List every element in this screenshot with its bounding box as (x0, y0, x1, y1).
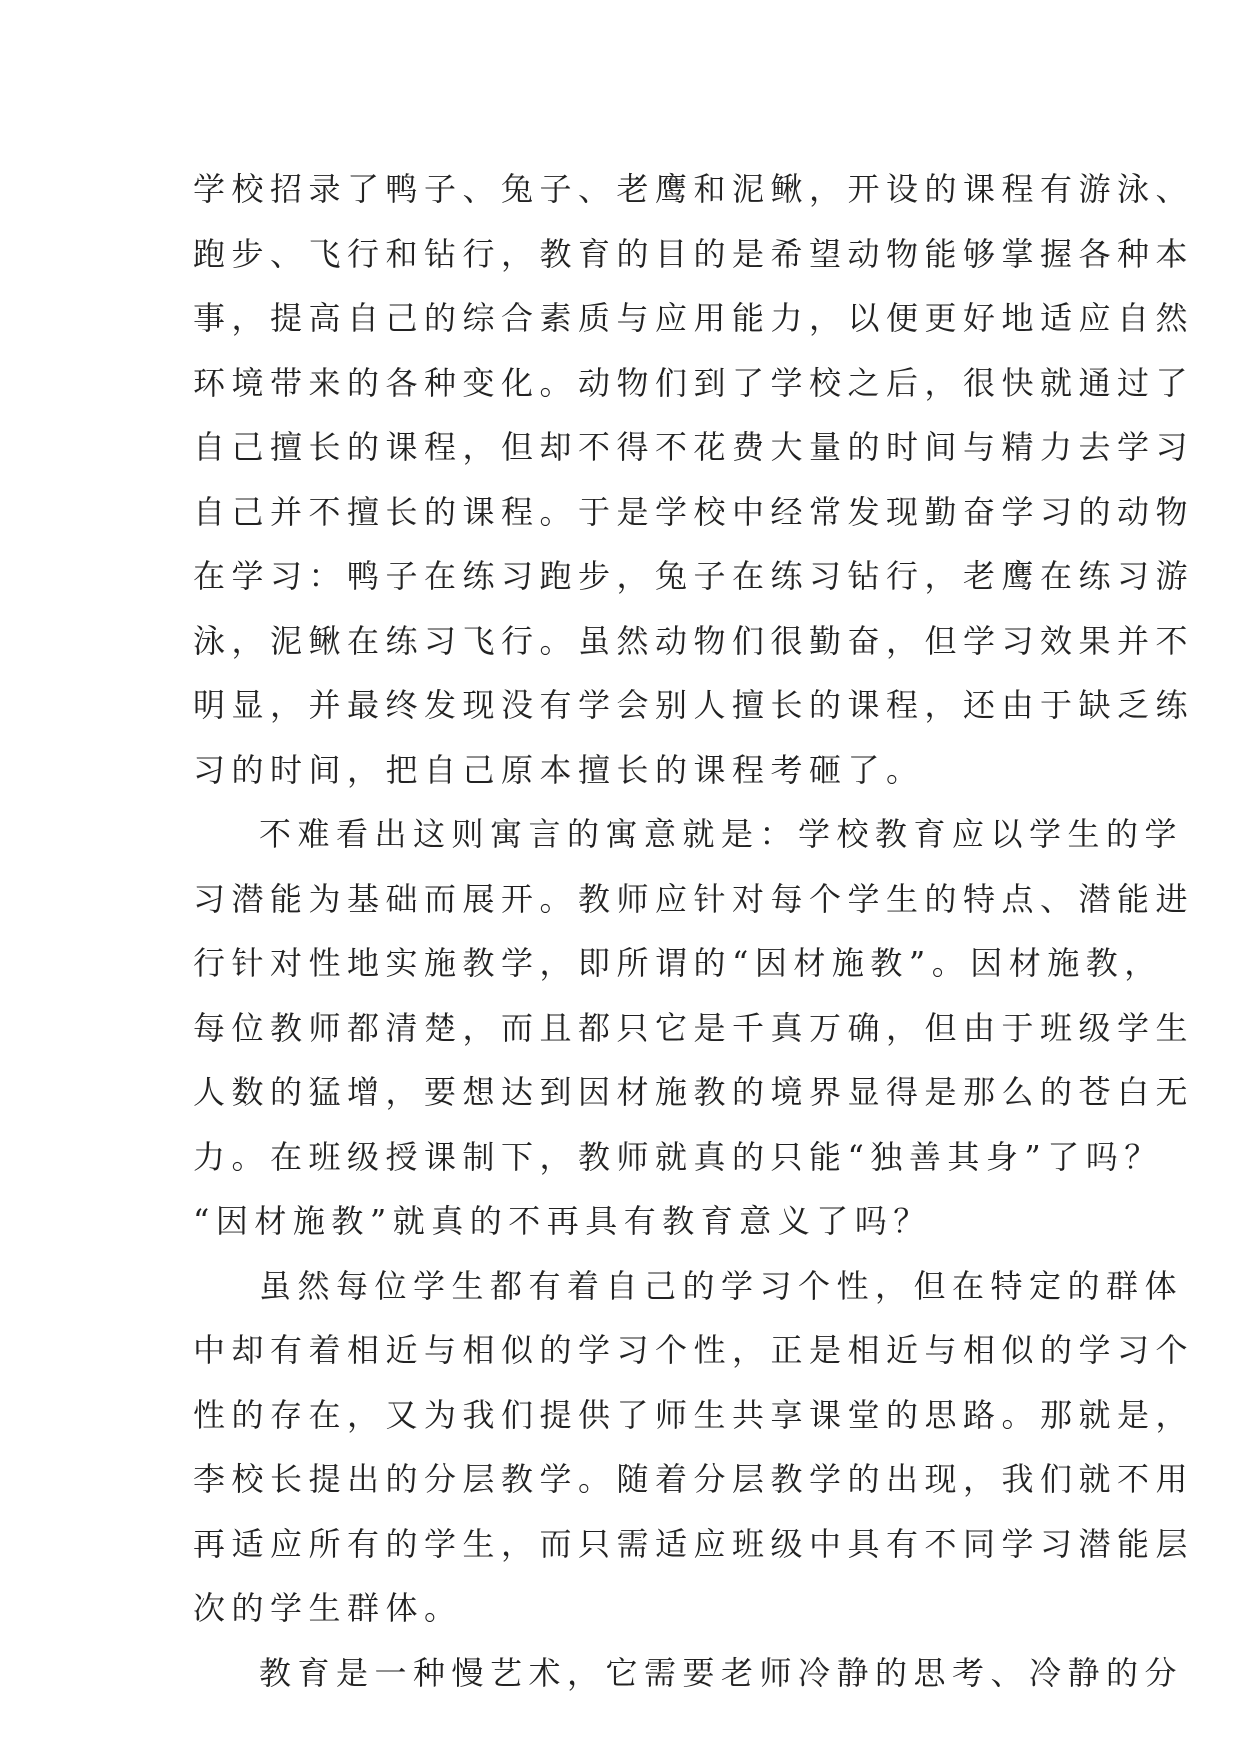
text-line: 李校长提出的分层教学。随着分层教学的出现，我们就不用 (193, 1460, 1195, 1498)
text-line: 人数的猛增，要想达到因材施教的境界显得是那么的苍白无 (193, 1073, 1195, 1111)
text-line: 自己擅长的课程，但却不得不花费大量的时间与精力去学习 (193, 428, 1195, 466)
text-line: 不难看出这则寓言的寓意就是：学校教育应以学生的学 (259, 815, 1184, 853)
text-line: 行针对性地实施教学，即所谓的“因材施教”。因材施教， (193, 944, 1163, 982)
text-line: 学校招录了鸭子、兔子、老鹰和泥鳅，开设的课程有游泳、 (193, 170, 1195, 208)
text-line: 虽然每位学生都有着自己的学习个性，但在特定的群体 (259, 1266, 1184, 1305)
text-line: 跑步、飞行和钻行，教育的目的是希望动物能够掌握各种本 (193, 234, 1195, 273)
text-line: 在学习：鸭子在练习跑步，兔子在练习钻行，老鹰在练习游 (193, 557, 1195, 595)
text-line: 习潜能为基础而展开。教师应针对每个学生的特点、潜能进 (193, 879, 1195, 918)
text-line: 性的存在，又为我们提供了师生共享课堂的思路。那就是， (193, 1395, 1195, 1434)
text-line: 每位教师都清楚，而且都只它是千真万确，但由于班级学生 (193, 1008, 1195, 1047)
text-line: 教育是一种慢艺术，它需要老师冷静的思考、冷静的分 (259, 1653, 1184, 1692)
text-line: 泳，泥鳅在练习飞行。虽然动物们很勤奋，但学习效果并不 (193, 621, 1195, 660)
text-line: 明显，并最终发现没有学会别人擅长的课程，还由于缺乏练 (193, 686, 1195, 724)
text-line: 中却有着相近与相似的学习个性，正是相近与相似的学习个 (193, 1331, 1195, 1369)
text-line: “因材施教”就真的不再具有教育意义了吗？ (193, 1202, 932, 1240)
text-line: 再适应所有的学生，而只需适应班级中具有不同学习潜能层 (193, 1524, 1195, 1563)
text-line: 力。在班级授课制下，教师就真的只能“独善其身”了吗？ (193, 1137, 1163, 1176)
text-line: 事，提高自己的综合素质与应用能力，以便更好地适应自然 (193, 299, 1195, 337)
text-line: 次的学生群体。 (193, 1589, 463, 1627)
body-text (193, 157, 1195, 1705)
text-line: 习的时间，把自己原本擅长的课程考砸了。 (193, 750, 925, 789)
text-line: 环境带来的各种变化。动物们到了学校之后，很快就通过了 (193, 363, 1195, 402)
text-line: 自己并不擅长的课程。于是学校中经常发现勤奋学习的动物 (193, 492, 1195, 531)
